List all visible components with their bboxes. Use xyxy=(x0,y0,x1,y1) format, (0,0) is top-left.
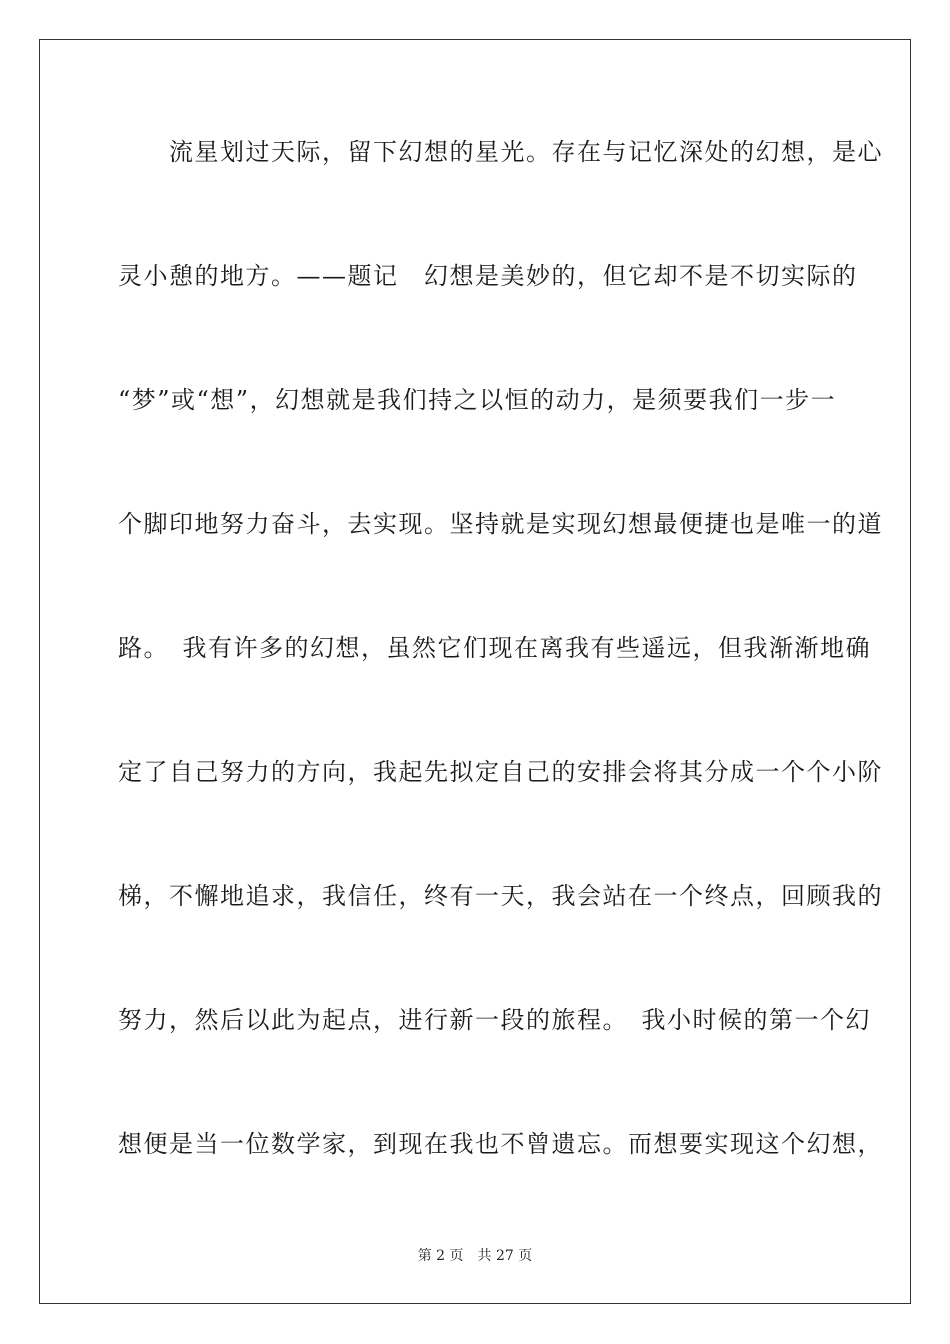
text-line-9: 想便是当一位数学家，到现在我也不曾遗忘。而想要实现这个幻想， xyxy=(118,1130,883,1158)
text-line-8: 努力，然后以此为起点，进行新一段的旅程。 我小时候的第一个幻 xyxy=(118,1006,871,1034)
text-line-7: 梯，不懈地追求，我信任，终有一天，我会站在一个终点，回顾我的 xyxy=(118,882,883,910)
text-line-2: 灵小憩的地方。——题记 幻想是美妙的，但它却不是不切实际的 xyxy=(118,262,858,290)
text-line-5: 路。 我有许多的幻想，虽然它们现在离我有些遥远，但我渐渐地确 xyxy=(118,634,871,662)
page-number-footer: 第 2 页 共 27 页 xyxy=(417,1248,533,1264)
page-border xyxy=(39,39,911,1304)
text-line-6: 定了自己努力的方向，我起先拟定自己的安排会将其分成一个个小阶 xyxy=(118,758,883,786)
text-line-3: “梦”或“想”，幻想就是我们持之以恒的动力，是须要我们一步一 xyxy=(118,386,837,414)
text-line-4: 个脚印地努力奋斗，去实现。坚持就是实现幻想最便捷也是唯一的道 xyxy=(118,510,883,538)
text-line-1: 流星划过天际，留下幻想的星光。存在与记忆深处的幻想，是心 xyxy=(118,138,883,166)
